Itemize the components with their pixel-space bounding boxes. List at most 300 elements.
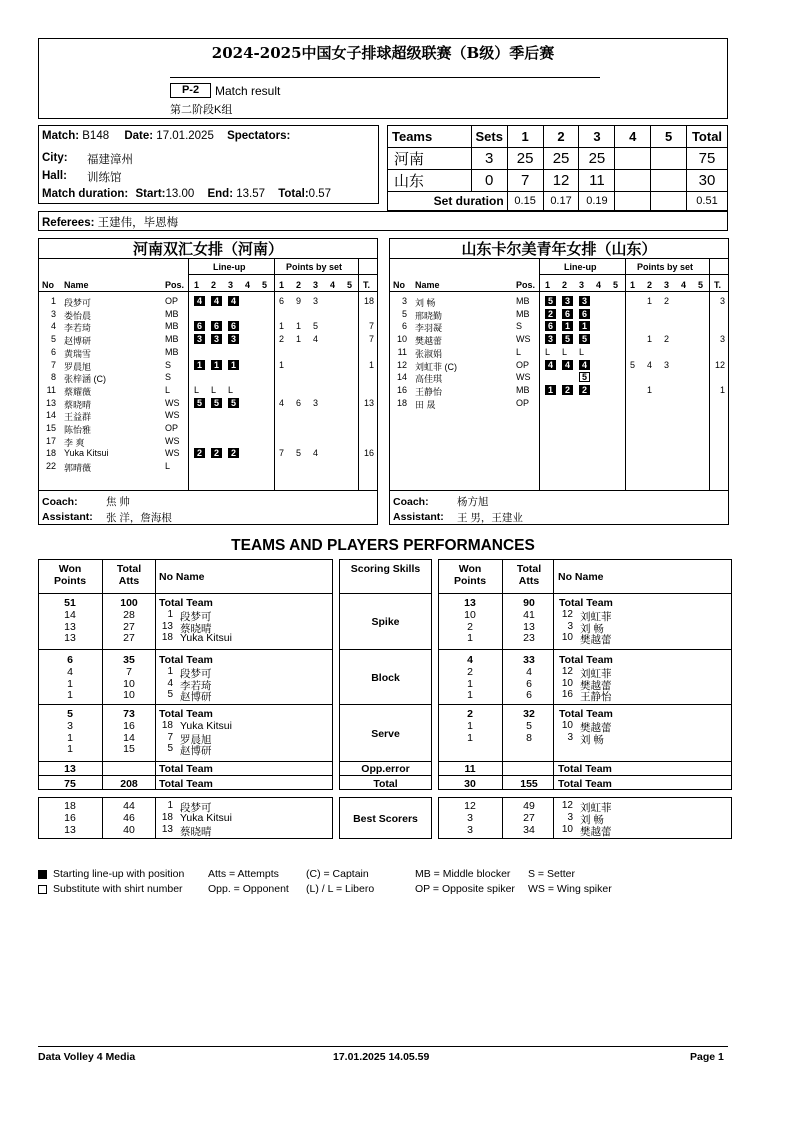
player-no: 1 [50,296,56,306]
player-name: 蔡耀薇 [64,386,92,397]
lineup-set2: 5 [562,334,573,344]
lineup-set2: 1 [562,321,573,331]
player-name: 樊越蕾 [580,825,612,838]
subhead-rule [188,274,378,275]
perf-rule [339,761,432,762]
total-atts: 27 [123,620,135,633]
opp-away-won: 11 [464,763,476,775]
points-set2: 9 [296,296,302,306]
lineup-set3: 3 [228,334,239,344]
player-pos: L [165,384,171,395]
player-name: 蔡晓晴 [180,622,212,635]
s1-away: 7 [507,170,543,192]
total-atts: 34 [523,823,535,836]
total-time: 0.57 [308,188,332,200]
player-total: 7 [368,334,374,345]
player-name: 樊越蕾 [580,634,612,647]
date-label: Date: [124,130,154,142]
player-number: 1 [167,800,173,811]
player-name: 赵博研 [180,745,212,758]
player-name: Total Team [559,597,613,609]
points-set3: 3 [313,296,319,306]
player-name: 段梦可 [180,802,212,814]
player-name: 李若琦 [180,679,212,692]
team-name: 河南双汇女排（河南） [132,240,283,258]
col-pos: Pos. [165,280,185,290]
hdr-won-points-away: Won Points [453,563,487,587]
points-set2: 1 [647,384,653,395]
player-no: 18 [45,448,56,459]
h-set3: 3 [579,126,615,148]
skill-label: Spike [371,616,400,628]
legend-libero: (L) / L = Libero [306,883,375,895]
player-pos: OP [516,359,530,370]
player-pos: OP [165,296,179,306]
player-name: 刘虹菲 [580,667,612,680]
lineup-set2: L [211,384,217,395]
player-name: 蔡晓晴 [64,399,92,410]
perf-col-divider [502,797,503,839]
player-name: 陈怡雅 [64,425,92,435]
player-name: Total Team [159,708,213,720]
team-away: 山东 [388,170,472,192]
perf-col-divider [155,797,156,839]
lineup-set1: 2 [194,448,205,458]
total-atts: 35 [123,654,135,666]
player-number: 3 [567,620,573,632]
col-points-set4: 4 [681,280,687,290]
player-name: 李 爽 [64,437,85,448]
title-rule [170,77,600,78]
coach-name: 杨方旭 [457,496,489,508]
player-no: 8 [50,372,56,383]
player-pos: WS [516,334,531,345]
player-number: 5 [167,743,173,755]
col-no: No [393,280,405,290]
dur-total: 0.51 [687,192,728,211]
player-number: 10 [561,677,573,689]
lineup-set3: 5 [579,334,590,344]
total-away-won: 30 [464,778,476,790]
perf-rule [438,649,732,650]
s5-home [651,148,687,170]
player-number: 18 [161,719,173,731]
won-points: 1 [467,731,473,744]
won-points: 10 [464,608,476,621]
lineup-set1: L [545,346,551,357]
total-atts: 14 [123,731,135,744]
player-total: 3 [719,334,725,345]
lineup-set3: 2 [579,385,590,395]
hdr-won-points: Won Points [53,563,87,587]
points-set3: 3 [664,359,670,370]
page-title: 2024-2025中国女子排球超级联赛（B级）季后赛 [211,44,555,62]
player-no: 6 [50,346,56,357]
player-name: 李羽凝 [415,323,443,334]
lineup-set3: 1 [228,360,239,370]
player-name: 樊越蕾 [580,721,612,734]
total-atts: 44 [123,800,135,812]
won-points: 18 [64,800,76,812]
h-teams: Teams [388,126,472,148]
h-set1: 1 [507,126,543,148]
player-name: 田 晟 [415,399,436,410]
player-name: 蔡晓晴 [180,825,212,838]
won-points: 1 [467,689,473,702]
perf-rule [38,775,333,776]
opp-home-name: Total Team [159,763,213,775]
points-set1: 6 [279,296,285,306]
player-pos: S [516,321,523,332]
player-number: 18 [161,632,173,644]
player-number: 10 [561,823,573,835]
bottom-rule [38,490,378,491]
perf-rule [339,593,432,594]
won-points: 3 [467,823,473,836]
player-total: 13 [363,397,374,408]
lineup-set3: 3 [579,296,590,306]
player-number: 1 [167,608,173,620]
col-divider [274,258,275,490]
lineup-set2: 5 [211,398,222,408]
performances-title: TEAMS AND PLAYERS PERFORMANCES [231,537,535,554]
col-lineup-set1: 1 [194,280,200,290]
substitute-square-icon [38,885,47,894]
col-lineup-set5: 5 [613,280,619,290]
opp-away-name: Total Team [558,763,612,775]
player-name: 赵博研 [180,691,212,704]
won-points: 12 [464,800,476,812]
duration-label: Match duration: [42,188,129,200]
player-name: 王静怡 [580,691,612,704]
player-no: 16 [396,384,407,395]
team-home: 河南 [388,148,472,170]
dur-set2: 0.17 [543,192,579,211]
player-no: 6 [401,321,407,332]
lineup-set1: L [194,384,200,395]
total-atts: 27 [123,632,135,645]
legend-mb: MB = Middle blocker [415,868,511,880]
col-name: Name [415,280,440,290]
player-number: 4 [167,677,173,689]
col-lineup-set2: 2 [211,280,217,290]
lineup-set3: 2 [228,448,239,458]
referees [42,214,178,230]
player-number: 16 [561,689,573,701]
player-name: 刘虹菲 (C) [415,361,457,372]
start-label: Start: [135,188,166,200]
total-atts: 16 [123,719,135,732]
player-name: 王益群 [64,412,92,423]
total-atts: 40 [123,823,135,836]
player-name: 邢晓勤 [415,310,443,321]
won-points: 1 [467,677,473,690]
total-atts: 100 [120,597,138,609]
points-set1: 2 [279,334,285,345]
score-table [387,125,728,211]
coach-name: 焦 帅 [106,496,130,508]
player-no: 3 [50,308,56,319]
col-lineup-set3: 3 [579,280,585,290]
skill-label: Serve [371,728,400,740]
player-pos: WS [165,448,180,459]
points-set3: 2 [664,296,670,306]
legend-atts: Atts = Attempts [208,868,279,880]
s4-away [615,170,651,192]
team-name: 山东卡尔美青年女排（山东） [461,240,657,258]
opp-home-won: 13 [64,763,76,775]
total-atts: 73 [123,708,135,720]
points-set2: 6 [296,397,302,408]
col-total: T. [363,280,371,290]
player-name: Yuka Kitsui [180,632,232,645]
match-date: 17.01.2025 [156,130,214,142]
player-pos: WS [165,435,180,446]
points-set2: 5 [296,448,302,459]
total-atts: 6 [526,689,532,702]
lineup-set3: 5 [579,372,590,382]
sets-home: 3 [471,148,507,170]
perf-col-divider [553,797,554,839]
hall-value: 训练馆 [87,172,122,184]
lineup-set3: L [228,384,234,395]
won-points: 13 [64,823,76,836]
h-set4: 4 [615,126,651,148]
assistant-label: Assistant: [393,511,444,523]
total-atts: 41 [523,608,535,621]
total-home-won: 75 [64,778,76,790]
col-lineup-set5: 5 [262,280,268,290]
lineup-set1: 4 [545,360,556,370]
player-pos: MB [516,384,530,395]
won-points: 1 [67,677,73,690]
player-name: Total Team [159,597,213,609]
col-total: T. [714,280,722,290]
player-no: 15 [45,423,56,433]
won-points: 14 [64,608,76,621]
s1-home: 25 [507,148,543,170]
total-atts: 7 [126,665,132,678]
h-sets: Sets [471,126,507,148]
total-atts: 46 [123,811,135,824]
lineup-set2: 4 [562,360,573,370]
won-points: 4 [467,654,473,666]
s3-home: 25 [579,148,615,170]
legend-ws: WS = Wing spiker [528,883,612,895]
total-away-atts: 155 [520,778,538,790]
player-total: 12 [714,359,725,370]
lineup-set1: 2 [545,309,556,319]
lineup-set1: 5 [194,398,205,408]
player-name: 刘虹菲 [580,610,612,623]
s2-away: 12 [543,170,579,192]
col-lineup-set4: 4 [596,280,602,290]
lineup-set1: 5 [545,296,556,306]
points-set1: 4 [279,397,285,408]
player-name: 黄瑞雪 [64,348,92,359]
points-set2: 1 [296,321,302,332]
match-number: B148 [82,130,110,142]
col-points-set3: 3 [313,280,319,290]
points-set1: 7 [279,448,285,459]
player-no: 18 [396,397,407,408]
city-label: City: [42,152,68,164]
stage-label: 第二阶段K组 [170,104,233,116]
player-no: 14 [396,372,407,383]
s2-home: 25 [543,148,579,170]
player-name: 刘 畅 [580,813,604,826]
total-home-atts: 208 [120,778,138,790]
player-name: 张淑娟 [415,348,443,359]
player-pos: MB [516,308,530,319]
player-name: 李若琦 [64,323,92,334]
total-atts: 28 [123,608,135,621]
coach-label: Coach: [42,496,78,508]
total-atts: 49 [523,800,535,812]
col-divider [625,258,626,490]
lineup-set2: 3 [211,334,222,344]
dur-set3: 0.19 [579,192,615,211]
player-total: 3 [719,296,725,306]
legend-captain: (C) = Captain [306,868,369,880]
player-name: Yuka Kitsui [64,448,109,459]
col-points-set5: 5 [347,280,353,290]
coach-label: Coach: [393,496,429,508]
total-atts: 8 [526,731,532,744]
lineup-set2: L [562,346,568,357]
set-duration-label: Set duration [388,192,508,211]
perf-rule [438,775,732,776]
lineup-set1: 3 [194,334,205,344]
points-by-set-header: Points by set [286,262,343,272]
lineup-header: Line-up [213,262,246,272]
match-info [42,130,290,142]
won-points: 3 [467,811,473,824]
footer-center: 17.01.2025 14.05.59 [333,1051,430,1063]
player-number: 3 [567,731,573,743]
footer-left: Data Volley 4 Media [38,1051,136,1063]
won-points: 5 [67,708,73,720]
player-pos: S [165,372,172,383]
player-name: 刘虹菲 [580,802,612,814]
player-no: 7 [50,359,56,370]
total-atts: 10 [123,677,135,690]
player-pos: L [165,461,171,472]
dur-set4 [615,192,651,211]
end-label: End: [207,188,234,200]
opp-skill: Opp.error [361,763,410,775]
player-name: 段梦可 [64,298,92,308]
player-pos: OP [516,397,530,408]
points-set2: 4 [647,359,653,370]
total-atts: 10 [123,689,135,702]
legend-op: OP = Opposite spiker [415,883,515,895]
legend-s: S = Setter [528,868,575,880]
player-no: 11 [397,346,407,357]
assistant-names: 张 洋，詹海根 [106,512,172,524]
player-name: 高佳琪 [415,374,443,385]
player-no: 3 [401,296,407,306]
lineup-set2: 6 [562,309,573,319]
total-atts: 13 [523,620,535,633]
lineup-set1: 3 [545,334,556,344]
player-name: 段梦可 [180,610,212,623]
player-name: 娄怡晨 [64,310,92,321]
lineup-set1: 6 [194,321,205,331]
player-name: 郭晴薇 [64,463,92,474]
points-set3: 4 [313,448,319,459]
player-pos: WS [165,397,180,408]
player-name: Total Team [159,654,213,666]
points-set3: 5 [313,321,319,332]
footer-right: Page 1 [690,1051,724,1063]
total-atts: 23 [523,632,535,645]
dur-set5 [651,192,687,211]
player-number: 5 [167,689,173,701]
won-points: 13 [64,632,76,645]
player-name: 赵博研 [64,336,92,347]
total-home-name: Total Team [159,778,213,790]
player-no: 14 [45,410,56,421]
spectators-label: Spectators: [227,130,291,142]
lineup-set3: 6 [579,309,590,319]
s4-home [615,148,651,170]
col-divider [709,258,710,490]
total-away-name: Total Team [558,778,612,790]
player-pos: WS [165,410,180,421]
hdr-no-name: No Name [159,571,205,583]
lineup-set2: 2 [562,385,573,395]
total-atts: 33 [523,654,535,666]
total-home: 75 [687,148,728,170]
won-points: 2 [467,620,473,633]
player-pos: L [516,346,522,357]
player-pos: S [165,359,172,370]
referees-names: 王建伟，毕恩梅 [97,217,179,229]
col-points-set3: 3 [664,280,670,290]
match-duration [42,188,331,200]
col-lineup-set2: 2 [562,280,568,290]
points-set3: 2 [664,334,670,345]
player-pos: MB [165,346,179,357]
won-points: 1 [67,731,73,744]
s3-away: 11 [579,170,615,192]
player-number: 7 [167,731,173,743]
player-no: 5 [401,308,407,319]
team-name-rule [38,258,378,259]
col-points-set1: 1 [630,280,636,290]
player-total: 1 [719,384,725,395]
player-name: 樊越蕾 [415,336,443,347]
col-points-set2: 2 [296,280,302,290]
assistant-names: 王 男，王建业 [457,512,523,524]
total-atts: 4 [526,665,532,678]
dur-set1: 0.15 [507,192,543,211]
col-divider [188,258,189,490]
points-by-set-header: Points by set [637,262,694,272]
total-skill: Total [373,778,398,790]
lineup-set3: 6 [228,321,239,331]
col-pos: Pos. [516,280,536,290]
player-pos: MB [165,308,179,319]
player-pos: WS [516,372,531,383]
player-name: 刘 畅 [580,622,604,635]
player-name: Total Team [559,708,613,720]
perf-rule [339,775,432,776]
sets-away: 0 [471,170,507,192]
player-no: 5 [50,334,56,345]
lineup-set1: 1 [545,385,556,395]
